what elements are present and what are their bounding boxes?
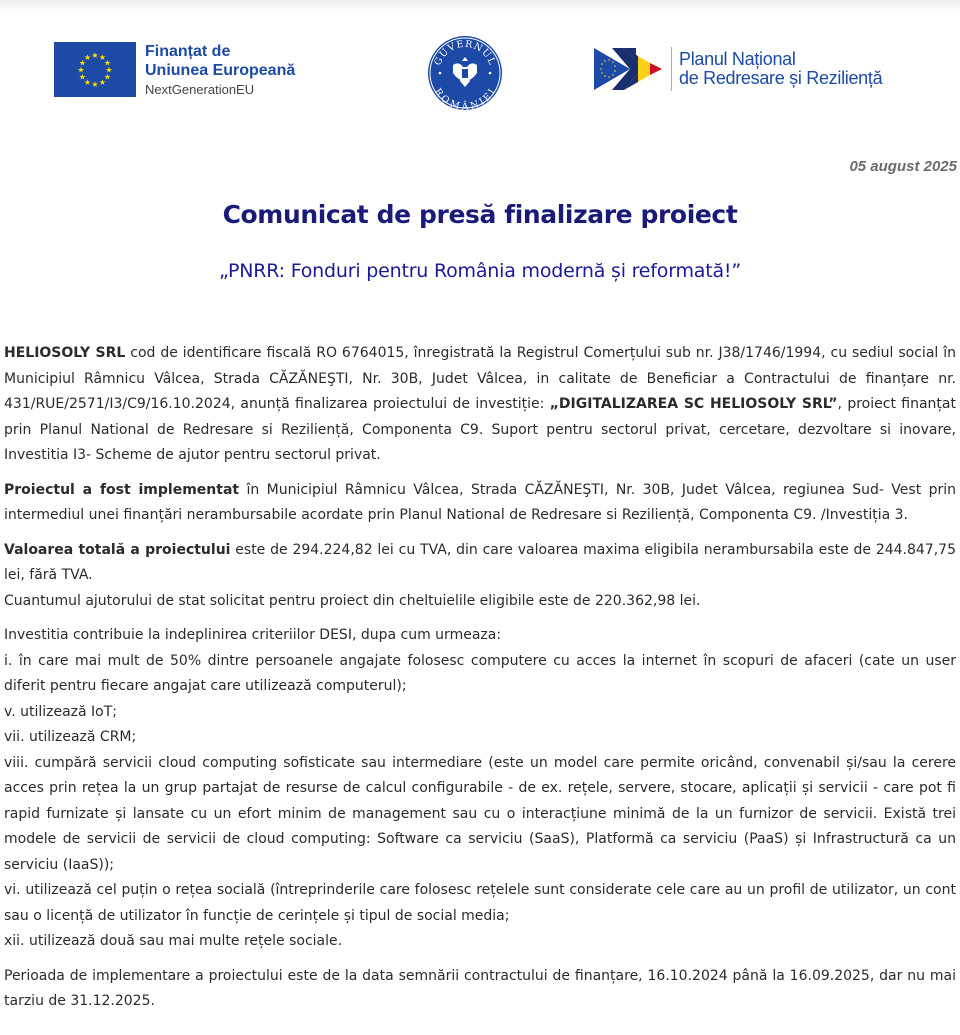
desi-intro: Investitia contribuie la indeplinirea criteriilor DESI, dupa cum urmeaza: xyxy=(4,627,502,643)
svg-text:★: ★ xyxy=(98,78,107,87)
svg-text:★: ★ xyxy=(83,78,92,87)
svg-text:★: ★ xyxy=(91,51,99,60)
desi-criterion: vi. utilizează cel puțin o rețea socială (întreprinderile care folosesc rețelele sunt considerate cele care au un profil de utilizator, un cont sau o licență de utilizator în funcție de cerințele și tipul de social media; xyxy=(4,882,956,924)
svg-text:★: ★ xyxy=(78,58,87,68)
romanian-government-seal-icon xyxy=(427,35,503,111)
implementation-paragraph: Proiectul a fost implementat în Municipiul Râmnicu Vâlcea, Strada CĂZĂNEŞTI, Nr. 30B, Judet Vâlcea, regiunea Sud- Vest prin intermediul unei finanțări nerambursabile acordate prin Planul National de Redresare si Reziliență, Componenta C9. /Investiția 3. xyxy=(4,481,956,523)
desi-criterion: i. în care mai mult de 50% dintre persoanele angajate folosesc computere cu acces la internet în scopuri de afaceri (cate un user diferit pentru fiecare angajat care utilizează computerul); xyxy=(4,652,956,694)
seal-bottom-text: ROMÂNIEI xyxy=(431,86,499,111)
desi-criterion: vii. utilizează CRM; xyxy=(4,729,137,745)
page-subtitle: „PNRR: Fonduri pentru România modernă și reformată!” xyxy=(219,260,741,282)
pnrr-logo xyxy=(594,47,882,91)
project-name: „DIGITALIZAREA SC HELIOSOLY SRL” xyxy=(549,396,838,412)
header-logos xyxy=(0,30,960,110)
eu-logo-line2: Uniunea Europeană xyxy=(145,62,296,79)
state-aid-paragraph: Cuantumul ajutorului de stat solicitat pentru proiect din cheltuielile eligibile este de 220.362,98 lei. xyxy=(4,592,701,609)
desi-criterion: v. utilizează IoT; xyxy=(4,703,118,720)
svg-text:★: ★ xyxy=(103,58,112,68)
svg-text:★: ★ xyxy=(83,53,92,62)
eu-logo-line1: Finanțat de xyxy=(145,43,231,60)
svg-text:★: ★ xyxy=(103,72,112,82)
press-release-date: 05 august 2025 xyxy=(849,158,957,175)
svg-text:★: ★ xyxy=(78,72,87,82)
seal-top-text: GUVERNUL xyxy=(432,38,498,68)
svg-text:★: ★ xyxy=(98,53,107,62)
press-release-body xyxy=(4,341,956,1024)
implementation-period-paragraph: Perioada de implementare a proiectului este de la data semnării contractului de finanțare, 16.10.2024 până la 16.09.2025, dar nu mai tarziu de 31.12.2025. xyxy=(4,967,956,1009)
page-title: Comunicat de presă finalizare proiect xyxy=(222,200,738,229)
desi-criterion: xii. utilizează două sau mai multe rețele sociale. xyxy=(4,933,343,949)
pnrr-arrows-icon xyxy=(594,48,666,90)
desi-criterion: viii. cumpără servicii cloud computing sofisticate sau intermediare (este un model care permite oricând, convenabil și/sau la cerere acces prin rețea la un grup partajat de resurse de calcul configurabile - de ex. rețele, servere, stocare, aplicații și servicii - care pot fi rapid furnizate și lansate cu un efort minim de management sau cu o interacțiune minimă de la un furnizor de servicii. Există trei modele de servicii de servicii de cloud computing: Software ca serviciu (SaaS), Platformă ca serviciu (PaaS) și Infrastructură ca un serviciu (IaaS)); xyxy=(4,754,956,873)
svg-text:★: ★ xyxy=(77,65,85,75)
svg-text:★: ★ xyxy=(91,80,99,89)
eu-logo-line3: NextGenerationEU xyxy=(145,82,255,97)
company-paragraph: HELIOSOLY SRL cod de identificare fiscală RO 6764015, înregistrată la Registrul Comerțului sub nr. J38/1746/1994, cu sediul social în Municipiul Râmnicu Vâlcea, Strada CĂZĂNEŞTI, Nr. 30B, Judet Vâlcea, in calitate de Beneficiar a Contractului de finanțare nr. 431/RUE/2571/I3/C9/16.10.2024, anunță finalizarea proiectului de investiție: „DIGITALIZAREA SC HELIOSOLY SRL”, proiect finanțat prin Planul National de Redresare si Reziliență, Componenta C9. Suport pentru sectorul privat, cercetare, dezvoltare si inovare, Investitia I3- Scheme de ajutor pentru sectorul privat. xyxy=(4,345,956,463)
top-edge-shadow xyxy=(0,0,960,14)
eu-funding-logo xyxy=(54,42,295,98)
value-paragraph: Valoarea totală a proiectului este de 294.224,82 lei cu TVA, din care valoarea maxima eligibila nerambursabila este de 244.847,75 lei, fără TVA. xyxy=(4,541,956,583)
pnrr-divider xyxy=(671,47,672,91)
svg-text:★: ★ xyxy=(105,65,113,75)
pnrr-logo-line1: Planul Național xyxy=(679,49,796,69)
eu-flag-icon xyxy=(54,42,136,97)
company-name: HELIOSOLY SRL xyxy=(4,345,126,361)
pnrr-logo-line2: de Redresare și Reziliență xyxy=(679,68,883,88)
